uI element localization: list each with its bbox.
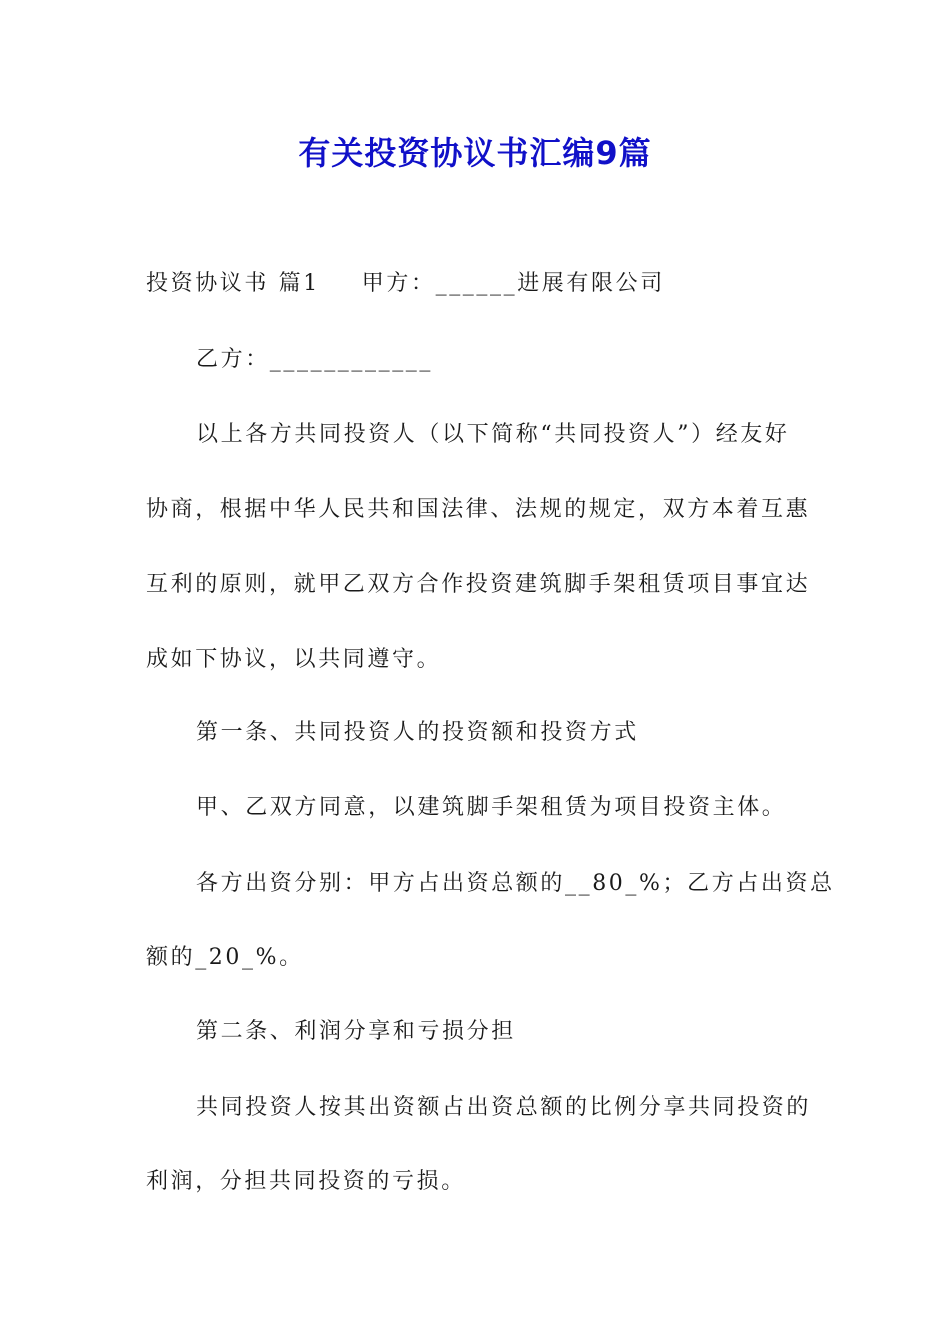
heading-line xyxy=(146,266,826,302)
article-heading: 第二条、利润分享和亏损分担 xyxy=(196,1019,516,1044)
paragraph-line: 各方出资分别：甲方占出资总额的__80_%；乙方占出资总 xyxy=(196,871,835,896)
section-label: 投资协议书 篇1 xyxy=(146,271,320,296)
article-heading: 第一条、共同投资人的投资额和投资方式 xyxy=(196,720,639,745)
paragraph-line: 甲、乙双方同意，以建筑脚手架租赁为项目投资主体。 xyxy=(196,795,787,820)
paragraph-line: 利润，分担共同投资的亏损。 xyxy=(146,1169,466,1194)
document-title: 有关投资协议书汇编9篇 xyxy=(298,134,652,172)
paragraph-line: 成如下协议，以共同遵守。 xyxy=(146,647,442,672)
paragraph-line: 额的_20_%。 xyxy=(146,945,304,970)
paragraph-line: 以上各方共同投资人（以下简称“共同投资人”）经友好 xyxy=(196,422,790,447)
paragraph-line: 互利的原则，就甲乙双方合作投资建筑脚手架租赁项目事宜达 xyxy=(146,572,811,597)
party-b-line: 乙方：____________ xyxy=(196,347,434,372)
paragraph-line: 共同投资人按其出资额占出资总额的比例分享共同投资的 xyxy=(196,1095,812,1120)
party-a-line: 甲方：______进展有限公司 xyxy=(361,271,665,296)
paragraph-line: 协商，根据中华人民共和国法律、法规的规定，双方本着互惠 xyxy=(146,497,811,522)
